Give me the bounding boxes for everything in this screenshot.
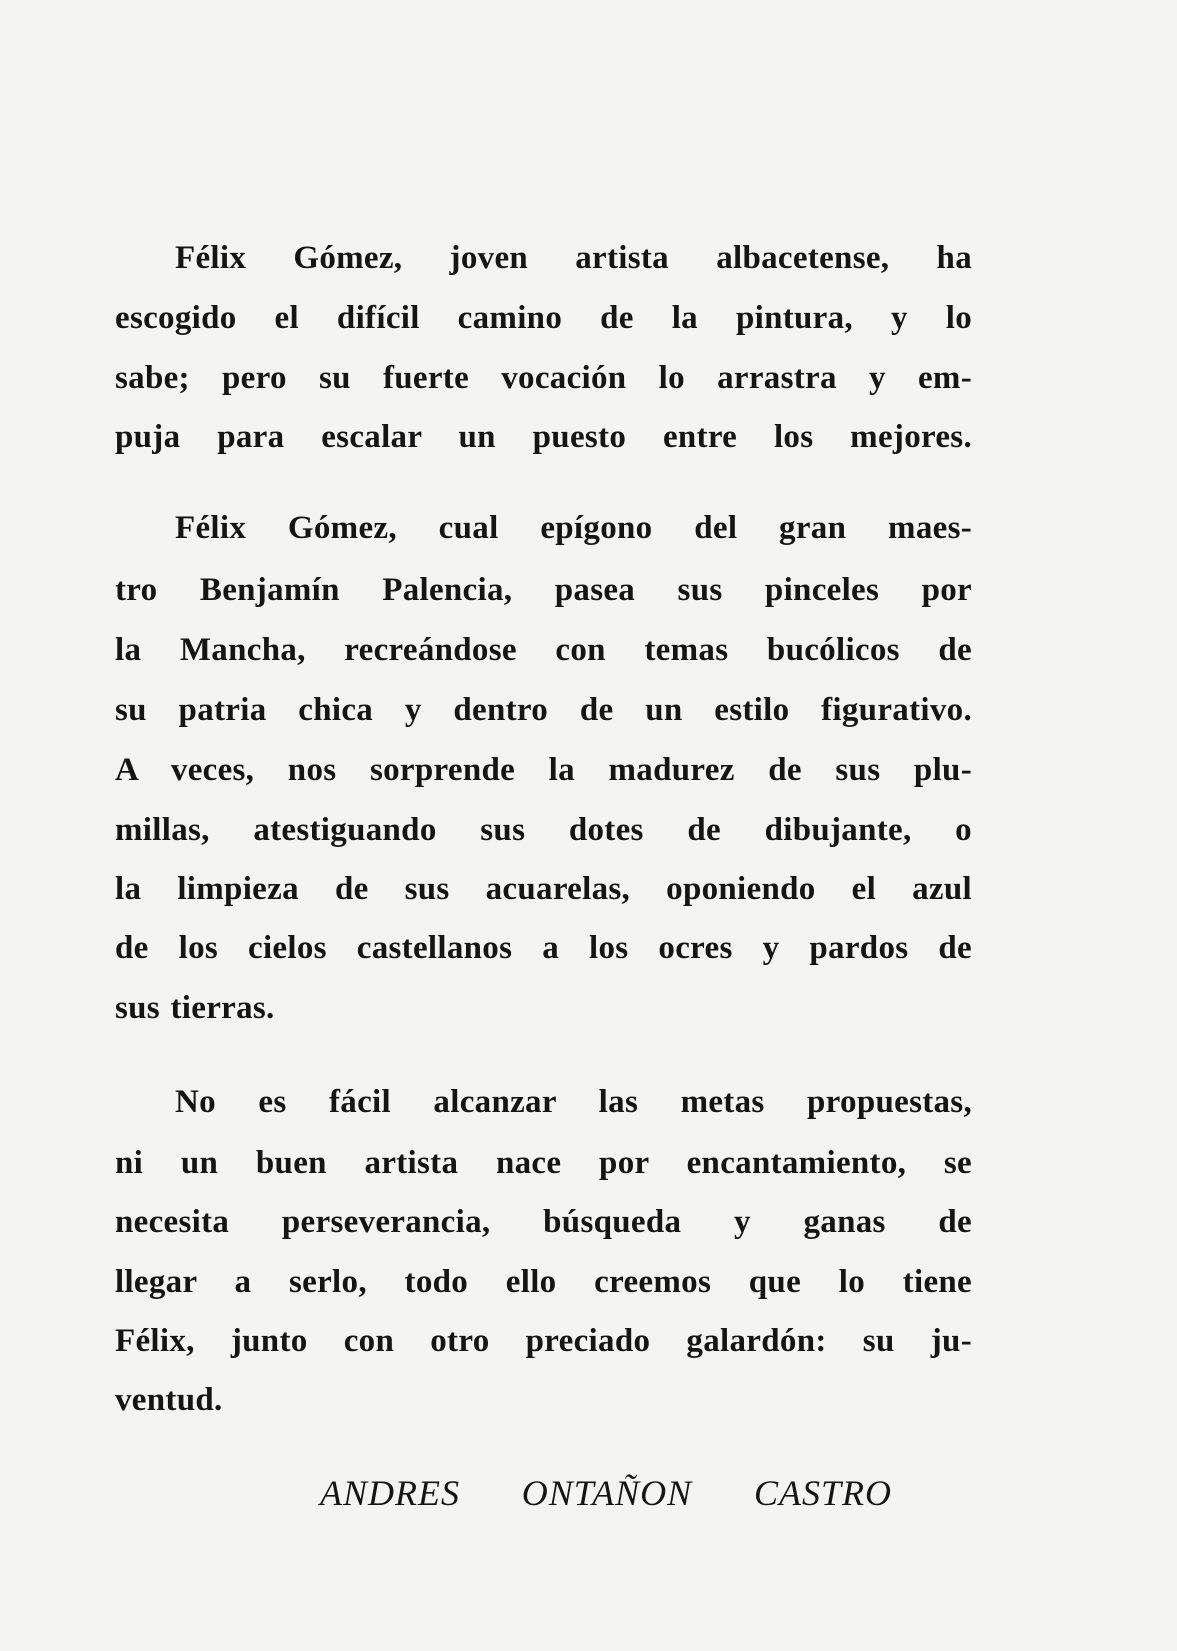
text-line: sus tierras. bbox=[115, 990, 275, 1026]
text-line: ni un buen artista nace por encantamiento, se bbox=[115, 1145, 972, 1181]
text-line: de los cielos castellanos a los ocres y pardos de bbox=[115, 930, 972, 966]
text-line: necesita perseverancia, búsqueda y ganas de bbox=[115, 1204, 972, 1240]
text-line: escogido el difícil camino de la pintura, y lo bbox=[115, 300, 972, 336]
text-line: sabe; pero su fuerte vocación lo arrastra y em- bbox=[115, 360, 972, 396]
text-line: su patria chica y dentro de un estilo figurativo. bbox=[115, 692, 972, 728]
text-line: Félix Gómez, cual epígono del gran maes- bbox=[175, 510, 972, 546]
text-line: No es fácil alcanzar las metas propuestas, bbox=[175, 1084, 972, 1120]
text-line: A veces, nos sorprende la madurez de sus plu- bbox=[115, 752, 972, 788]
text-line: puja para escalar un puesto entre los mejores. bbox=[115, 419, 972, 455]
text-line: Félix Gómez, joven artista albacetense, ha bbox=[175, 240, 972, 276]
author-signature: ANDRES ONTAÑON CASTRO bbox=[320, 1473, 892, 1513]
text-line: la Mancha, recreándose con temas bucólicos de bbox=[115, 632, 972, 668]
text-line: llegar a serlo, todo ello creemos que lo tiene bbox=[115, 1264, 972, 1300]
text-line: tro Benjamín Palencia, pasea sus pinceles por bbox=[115, 572, 972, 608]
text-line: Félix, junto con otro preciado galardón: su ju- bbox=[115, 1323, 972, 1359]
text-line: ventud. bbox=[115, 1382, 223, 1418]
text-line: millas, atestiguando sus dotes de dibujante, o bbox=[115, 812, 972, 848]
text-line: la limpieza de sus acuarelas, oponiendo el azul bbox=[115, 871, 972, 907]
